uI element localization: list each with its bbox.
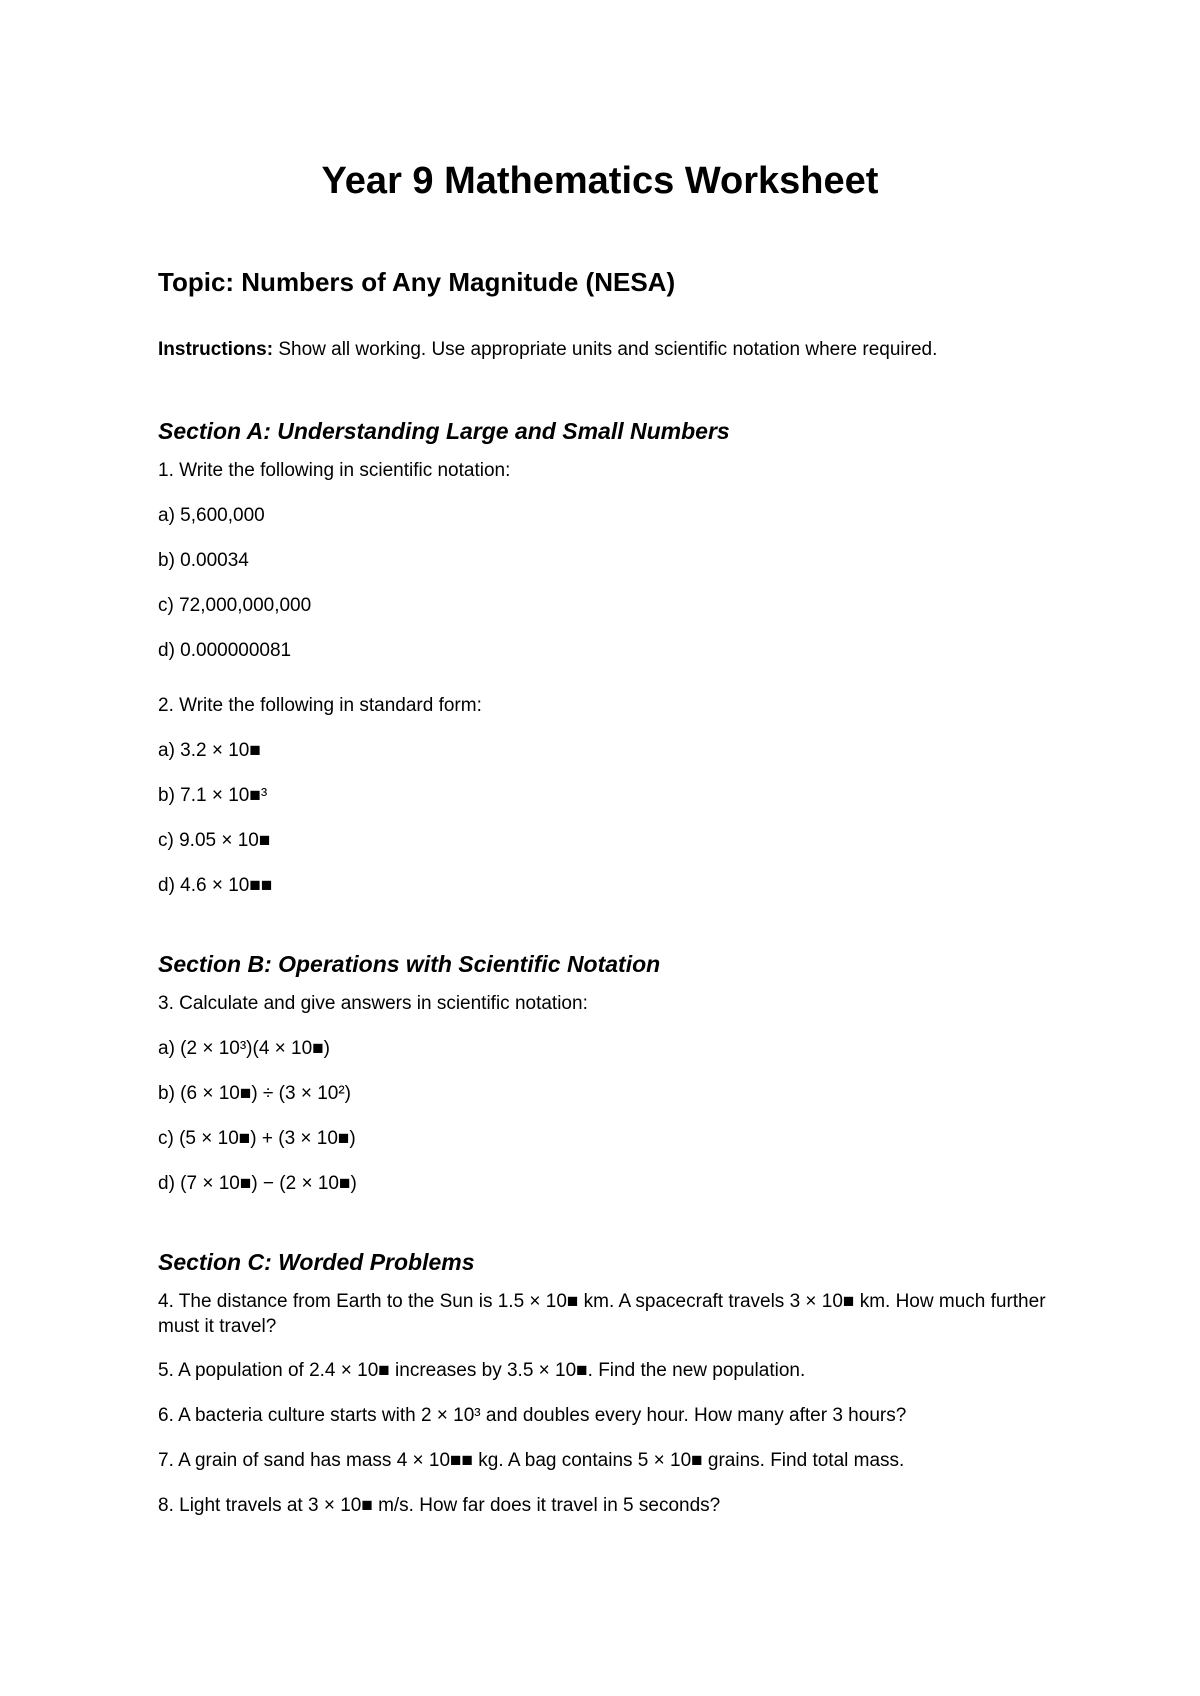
question-4: 4. The distance from Earth to the Sun is 1.5 × 10■ km. A spacecraft travels 3 × 10■ km. How much further must it travel? (158, 1291, 1046, 1337)
question-1-prompt: 1. Write the following in scientific notation: (158, 460, 511, 481)
question-2b: b) 7.1 × 10■³ (158, 785, 268, 806)
question-2c: c) 9.05 × 10■ (158, 830, 271, 851)
instructions-text: Show all working. Use appropriate units and scientific notation where required. (273, 339, 938, 360)
question-2-prompt: 2. Write the following in standard form: (158, 695, 482, 716)
question-3a: a) (2 × 10³)(4 × 10■) (158, 1038, 330, 1059)
question-1b: b) 0.00034 (158, 550, 249, 571)
instructions (158, 338, 937, 362)
question-3b: b) (6 × 10■) ÷ (3 × 10²) (158, 1083, 351, 1104)
question-3d: d) (7 × 10■) − (2 × 10■) (158, 1173, 357, 1194)
topic-heading: Topic: Numbers of Any Magnitude (NESA) (158, 267, 676, 297)
section-a-heading: Section A: Understanding Large and Small Numbers (158, 418, 730, 444)
section-c-heading: Section C: Worded Problems (158, 1249, 475, 1275)
question-7: 7. A grain of sand has mass 4 × 10■■ kg. A bag contains 5 × 10■ grains. Find total mass. (158, 1450, 905, 1471)
question-1d: d) 0.000000081 (158, 640, 292, 661)
question-1a: a) 5,600,000 (158, 505, 265, 526)
instructions-label: Instructions: (158, 339, 274, 360)
question-8: 8. Light travels at 3 × 10■ m/s. How far does it travel in 5 seconds? (158, 1495, 721, 1516)
question-5: 5. A population of 2.4 × 10■ increases by 3.5 × 10■. Find the new population. (158, 1360, 806, 1381)
question-3c: c) (5 × 10■) + (3 × 10■) (158, 1128, 356, 1149)
question-3-prompt: 3. Calculate and give answers in scientific notation: (158, 993, 588, 1014)
question-2d: d) 4.6 × 10■■ (158, 875, 273, 896)
question-2a: a) 3.2 × 10■ (158, 740, 261, 761)
worksheet-title: Year 9 Mathematics Worksheet (321, 160, 879, 202)
question-6: 6. A bacteria culture starts with 2 × 10³ and doubles every hour. How many after 3 hours? (158, 1405, 907, 1426)
section-b-heading: Section B: Operations with Scientific Notation (158, 951, 661, 977)
question-1c: c) 72,000,000,000 (158, 595, 312, 616)
